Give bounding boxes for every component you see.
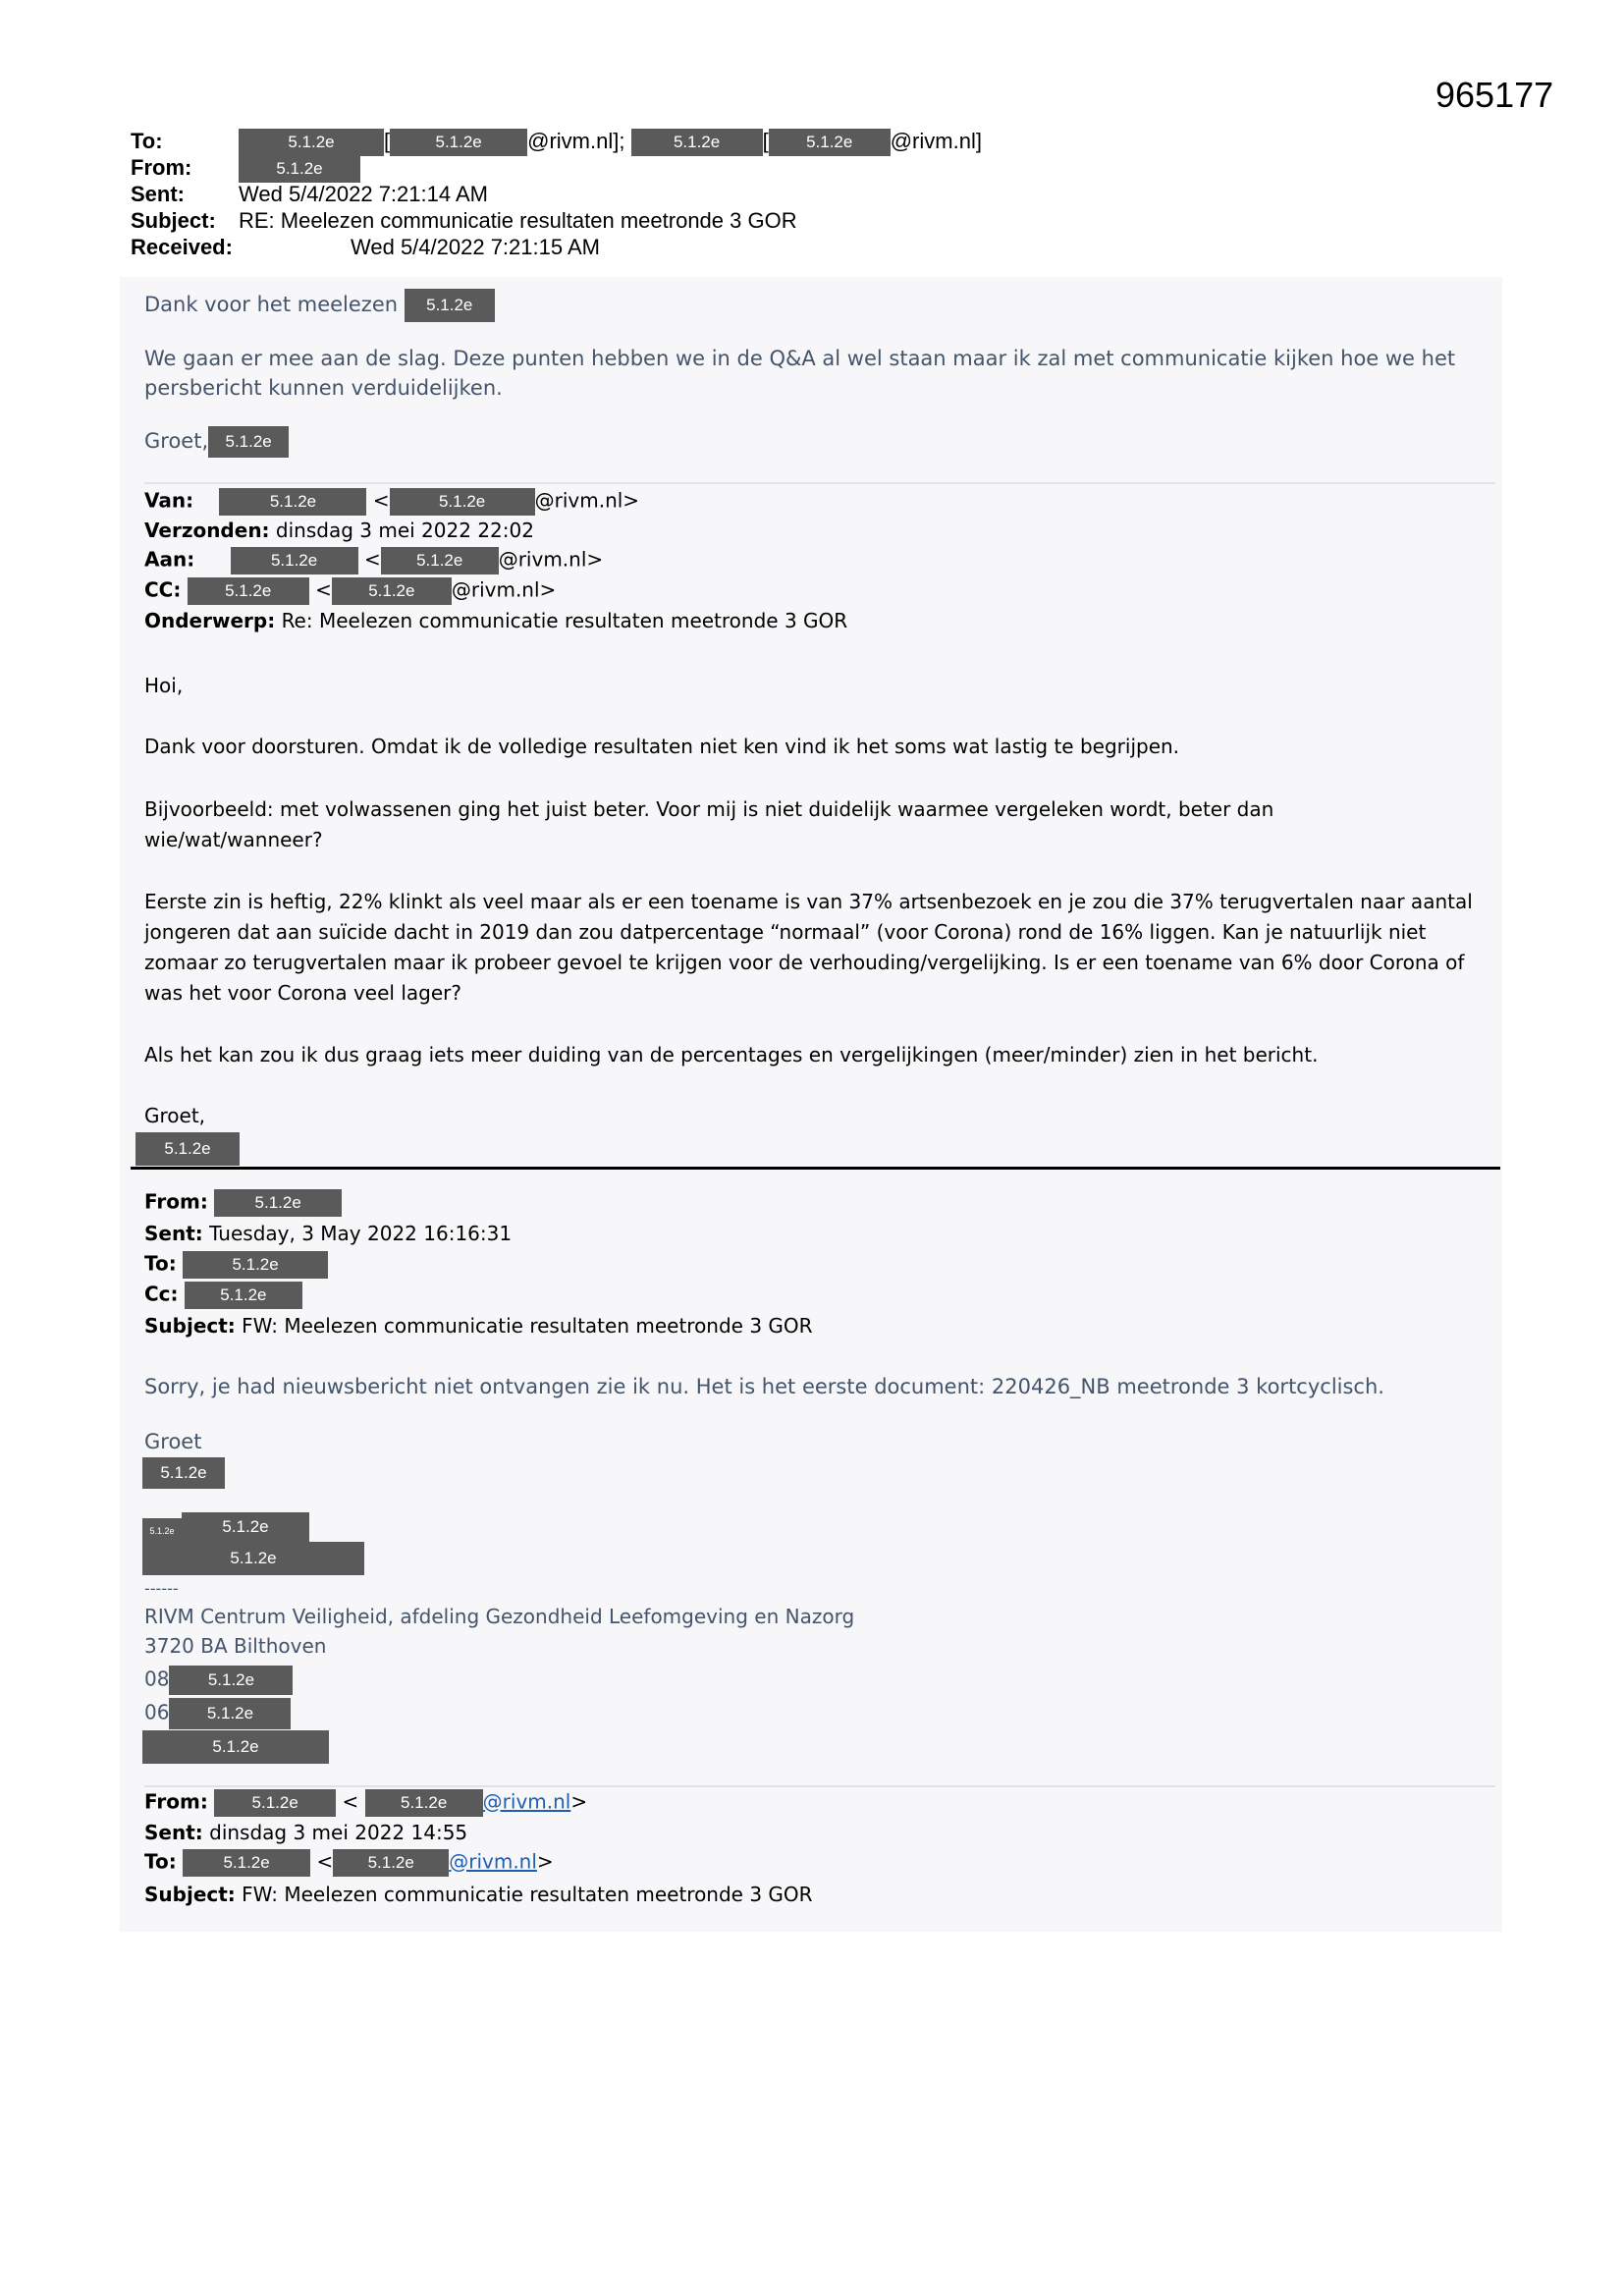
redaction-box-small: 5.1.2e <box>142 1518 182 1544</box>
cc-label: CC: <box>144 577 182 602</box>
subject-value: RE: Meelezen communicatie resultaten meetronde 3 GOR <box>239 208 797 233</box>
reply-thanks-line <box>144 289 495 322</box>
msg3-to-row <box>144 1251 328 1279</box>
phone-prefix: 08 <box>144 1667 170 1691</box>
email-domain: @rivm.nl> <box>451 577 557 602</box>
msg4-to-row <box>144 1849 554 1877</box>
sent-value: Wed 5/4/2022 7:21:14 AM <box>239 182 488 206</box>
signature-address: 3720 BA Bilthoven <box>144 1634 327 1658</box>
msg2-verzonden-row <box>144 519 534 542</box>
redaction-box: 5.1.2e <box>332 577 452 605</box>
to-label: To: <box>144 1849 177 1874</box>
redaction-box: 5.1.2e <box>188 577 309 605</box>
subject-label: Subject: <box>131 208 216 233</box>
redaction-box: 5.1.2e <box>390 488 535 516</box>
bracket: [ <box>384 129 391 153</box>
email-link[interactable]: @rivm.nl <box>482 1789 571 1814</box>
van-label: Van: <box>144 488 194 513</box>
received-value: Wed 5/4/2022 7:21:15 AM <box>351 235 600 259</box>
verzonden-value: dinsdag 3 mei 2022 22:02 <box>275 519 534 542</box>
reply-thanks: Dank voor het meelezen <box>144 293 399 316</box>
angle-bracket: < <box>363 547 381 572</box>
redaction-box: 5.1.2e <box>142 1542 364 1575</box>
cc-label: Cc: <box>144 1282 179 1306</box>
reply-greeting: Groet, <box>144 429 209 453</box>
angle-bracket: < <box>342 1789 359 1814</box>
redaction-box: 5.1.2e <box>239 129 384 156</box>
msg2-groet: Groet, <box>144 1104 206 1127</box>
msg2-paragraph-1: Dank voor doorsturen. Omdat ik de volledige resultaten niet ken vind ik het soms wat lastig te begrijpen. <box>144 735 1180 758</box>
redaction-box: 5.1.2e <box>769 129 891 156</box>
separator <box>144 482 1495 484</box>
email-link[interactable]: @rivm.nl <box>449 1849 537 1874</box>
redaction-box: 5.1.2e <box>214 1189 342 1217</box>
redaction-box: 5.1.2e <box>631 129 763 156</box>
msg3-cc-row <box>144 1282 302 1309</box>
angle-bracket: > <box>536 1849 554 1874</box>
redaction-box: 5.1.2e <box>219 488 366 516</box>
from-label: From: <box>144 1789 208 1814</box>
msg4-sent-row <box>144 1821 467 1844</box>
redaction-box: 5.1.2e <box>182 1512 309 1542</box>
msg3-sent-row <box>144 1222 512 1245</box>
signature-dashes: ------ <box>144 1579 179 1598</box>
redaction-box: 5.1.2e <box>142 1457 225 1489</box>
subject-label: Subject: <box>144 1314 236 1338</box>
redaction-box: 5.1.2e <box>231 547 358 574</box>
msg3-from-row <box>144 1189 342 1217</box>
angle-bracket: < <box>372 488 390 513</box>
redaction-box: 5.1.2e <box>135 1132 240 1166</box>
subject-label: Subject: <box>144 1883 236 1906</box>
document-number: 965177 <box>1435 75 1554 115</box>
redaction-box: 5.1.2e <box>214 1789 336 1817</box>
msg3-body: Sorry, je had nieuwsbericht niet ontvangen zie ik nu. Het is het eerste document: 220426_NB meetronde 3 kortcyclisch. <box>144 1375 1384 1398</box>
sent-value: Tuesday, 3 May 2022 16:16:31 <box>209 1222 513 1245</box>
email-domain: @rivm.nl> <box>498 547 604 572</box>
angle-bracket: > <box>570 1789 588 1814</box>
onderwerp-value: Re: Meelezen communicatie resultaten meetronde 3 GOR <box>281 609 848 632</box>
verzonden-label: Verzonden: <box>144 519 270 542</box>
msg3-groet: Groet <box>144 1430 202 1453</box>
to-label: To: <box>131 129 163 153</box>
signature-organisation: RIVM Centrum Veiligheid, afdeling Gezondheid Leefomgeving en Nazorg <box>144 1605 855 1628</box>
msg2-onderwerp-row <box>144 609 847 632</box>
angle-bracket: < <box>316 1849 334 1874</box>
redaction-box: 5.1.2e <box>183 1849 310 1877</box>
angle-bracket: < <box>315 577 332 602</box>
redaction-box: 5.1.2e <box>405 289 495 322</box>
sent-label: Sent: <box>144 1821 203 1844</box>
to-label: To: <box>144 1251 177 1276</box>
sent-value: dinsdag 3 mei 2022 14:55 <box>209 1821 468 1844</box>
msg2-cc-row <box>144 577 556 605</box>
sent-label: Sent: <box>131 182 185 206</box>
redaction-box: 5.1.2e <box>208 426 289 458</box>
onderwerp-label: Onderwerp: <box>144 609 276 632</box>
aan-label: Aan: <box>144 547 195 572</box>
reply-paragraph: We gaan er mee aan de slag. Deze punten hebben we in de Q&A al wel staan maar ik zal met communicatie kijken hoe we het persbericht kunnen verduidelijken. <box>144 347 1456 400</box>
separator <box>144 1785 1495 1787</box>
received-label: Received: <box>131 235 233 259</box>
redaction-box: 5.1.2e <box>365 1789 483 1817</box>
from-label: From: <box>144 1189 208 1214</box>
from-label: From: <box>131 155 192 180</box>
signature-phone-2 <box>144 1698 291 1729</box>
redaction-box: 5.1.2e <box>183 1251 328 1279</box>
to-domain: @rivm.nl] <box>890 129 982 153</box>
msg2-paragraph-3: Eerste zin is heftig, 22% klinkt als veel maar als er een toename is van 37% artsenbezoek en je zou die 37% terugvertalen naar aantal jongeren dat aan suïcide dacht in 2019 dan zou datpercentage “normaal” (voor Corona) rond de 16% liggen. Kan je natuurlijk niet zomaar zo terugvertalen maar ik probeer gevoel te krijgen voor de verhouding/vergelijking. Is er een toename van 6% door Corona of was het voor Corona veel lager? <box>144 890 1473 1005</box>
msg2-hoi: Hoi, <box>144 674 184 697</box>
to-domain: @rivm.nl]; <box>527 129 625 153</box>
msg3-subject-row <box>144 1314 813 1338</box>
msg2-van-row <box>144 488 639 516</box>
redaction-box: 5.1.2e <box>169 1666 293 1695</box>
redaction-box: 5.1.2e <box>390 129 527 156</box>
reply-greeting-line <box>144 426 289 458</box>
redaction-box: 5.1.2e <box>185 1282 302 1309</box>
sent-label: Sent: <box>144 1222 203 1245</box>
redaction-box: 5.1.2e <box>381 547 499 574</box>
msg2-paragraph-2: Bijvoorbeeld: met volwassenen ging het juist beter. Voor mij is niet duidelijk waarmee vergeleken wordt, beter dan wie/wat/wanneer? <box>144 797 1274 851</box>
msg2-aan-row <box>144 547 603 574</box>
phone-prefix: 06 <box>144 1700 170 1724</box>
msg4-subject-row <box>144 1883 813 1906</box>
msg2-paragraph-4: Als het kan zou ik dus graag iets meer duiding van de percentages en vergelijkingen (meer/minder) zien in het bericht. <box>144 1043 1319 1066</box>
email-domain: @rivm.nl> <box>534 488 640 513</box>
redaction-box: 5.1.2e <box>142 1730 329 1764</box>
bracket: [ <box>762 129 769 153</box>
message-divider <box>131 1167 1500 1170</box>
redaction-box: 5.1.2e <box>169 1698 291 1729</box>
subject-value: FW: Meelezen communicatie resultaten meetronde 3 GOR <box>242 1314 813 1338</box>
redaction-box: 5.1.2e <box>333 1849 449 1877</box>
msg4-from-row <box>144 1789 587 1817</box>
subject-value: FW: Meelezen communicatie resultaten meetronde 3 GOR <box>242 1883 813 1906</box>
signature-phone-1 <box>144 1666 293 1695</box>
redaction-box: 5.1.2e <box>239 155 360 183</box>
